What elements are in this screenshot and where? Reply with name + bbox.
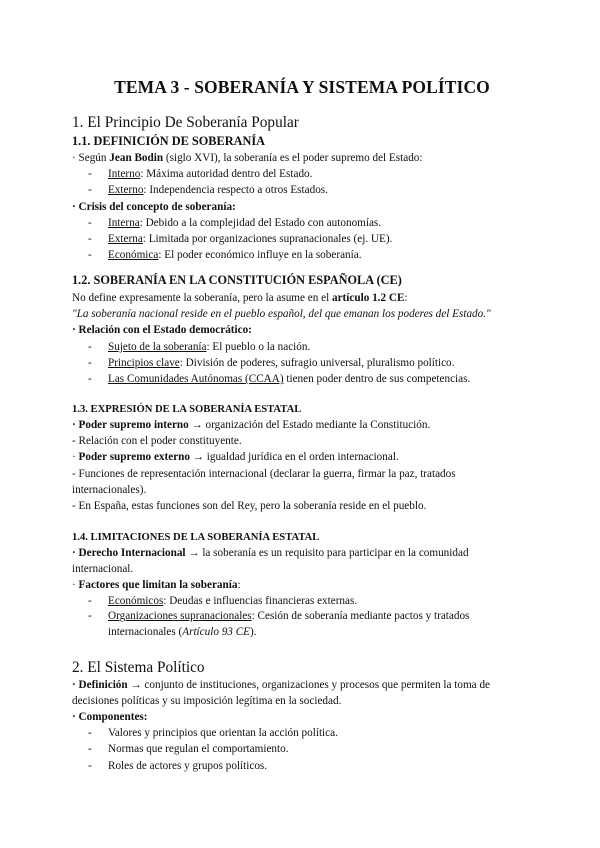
list-item	[72, 247, 532, 263]
item-end: ).	[250, 626, 257, 638]
dash-marker: -	[88, 759, 92, 772]
list-item	[72, 371, 532, 387]
dash-marker: -	[88, 168, 92, 181]
item-term: Externo	[108, 184, 144, 197]
item-term: Interno	[108, 168, 141, 181]
section-1-3-heading: 1.3. EXPRESIÓN DE LA SOBERANÍA ESTATAL	[72, 404, 302, 415]
external-power-term: Poder supremo externo	[78, 451, 190, 464]
list-item	[72, 609, 532, 640]
ce-line	[72, 290, 532, 306]
item-text: Valores y principios que orientan la acción política.	[108, 727, 338, 740]
list-item	[72, 593, 532, 609]
section-1-1-body	[72, 150, 532, 263]
spain-line: - En España, estas funciones son del Rey, pero la soberanía reside en el pueblo.	[72, 499, 427, 512]
bodin-line	[72, 150, 532, 166]
list-item	[72, 758, 532, 774]
document-title: TEMA 3 - SOBERANÍA Y SISTEMA POLÍTICO	[114, 77, 490, 97]
item-text: : El pueblo o la nación.	[206, 340, 311, 353]
item-term: Externa	[108, 233, 143, 246]
dash-marker: -	[88, 216, 92, 229]
article-reference: Artículo 93 CE	[182, 626, 250, 638]
item-text: : El poder económico influye en la soberanía.	[158, 249, 362, 262]
internal-power-text: → organización del Estado mediante la Constitución.	[188, 419, 431, 431]
section-1-4-body	[72, 545, 532, 641]
section-1-2-heading: 1.2. SOBERANÍA EN LA CONSTITUCIÓN ESPAÑOLA (CE)	[72, 273, 402, 287]
bullet-text: ·	[72, 579, 79, 591]
dash-marker: -	[88, 373, 92, 386]
list-item	[72, 182, 532, 198]
dash-marker: -	[88, 595, 92, 608]
section-1-1-heading: 1.1. DEFINICIÓN DE SOBERANÍA	[72, 134, 266, 148]
author-name: Jean Bodin	[109, 152, 164, 164]
crisis-label: · Crisis del concepto de soberanía:	[72, 200, 236, 213]
bodin-text: (siglo XVI), la soberanía es el poder supremo del Estado:	[163, 152, 423, 164]
list-item	[72, 231, 532, 247]
intl-law-line	[72, 545, 532, 577]
list-item	[72, 215, 532, 231]
list-item	[72, 741, 532, 757]
item-text: : Deudas e influencias financieras externas.	[163, 595, 358, 608]
list-item	[72, 725, 532, 741]
item-term: Las Comunidades Autónomas (CCAA)	[108, 373, 284, 386]
item-term: Sujeto de la soberanía	[108, 340, 207, 353]
definition-term: · Definición	[72, 679, 128, 691]
dash-marker: -	[88, 233, 92, 246]
section-2-body	[72, 677, 532, 774]
section-1-4-heading: 1.4. LIMITACIONES DE LA SOBERANÍA ESTATAL	[72, 532, 320, 543]
components-label: · Componentes:	[72, 711, 148, 723]
dash-marker: -	[88, 610, 92, 623]
intl-law-term: · Derecho Internacional	[72, 547, 186, 559]
ce-text: No define expresamente la soberanía, pero la asume en el	[72, 292, 332, 304]
dash-marker: -	[88, 184, 92, 197]
dash-marker: -	[88, 249, 92, 262]
item-text: : Independencia respecto a otros Estados.	[143, 184, 328, 197]
item-text: : Cesión de soberanía mediante pactos y tratados internacionales (	[108, 610, 470, 638]
definition-line	[72, 677, 532, 709]
item-term: Económica	[108, 249, 159, 262]
item-term: Interna	[108, 216, 140, 229]
ce-colon: :	[404, 292, 408, 304]
factors-term: Factores que limitan la soberanía	[78, 579, 238, 591]
relation-label: · Relación con el Estado democrático:	[72, 324, 252, 337]
item-text: : Limitada por organizaciones supranacionales (ej. UE).	[142, 233, 393, 246]
internal-power-term: · Poder supremo interno	[72, 419, 189, 431]
factors-line	[72, 577, 532, 593]
item-term: Económicos	[108, 595, 164, 608]
list-item	[72, 355, 532, 371]
section-1-heading: 1. El Principio De Soberanía Popular	[72, 114, 299, 131]
representation-line: - Funciones de representación internacional (declarar la guerra, firmar la paz, tratados internacionales).	[72, 467, 456, 496]
intl-law-text: → la soberanía es un requisito para participar en la comunidad internacional.	[72, 547, 469, 575]
ce-quote: "La soberanía nacional reside en el pueblo español, del que emanan los poderes del Estado."	[72, 308, 491, 321]
item-term: Principios clave	[108, 356, 180, 369]
item-text: : División de poderes, sufragio universal, pluralismo político.	[179, 356, 455, 369]
constituent-line: - Relación con el poder constituyente.	[72, 435, 242, 448]
dash-marker: -	[88, 340, 92, 353]
dash-marker: -	[88, 727, 92, 740]
external-power-text: → igualdad jurídica en el orden internacional.	[189, 451, 399, 464]
list-item	[72, 166, 532, 182]
bullet-text: · Según	[72, 152, 110, 164]
internal-power-line	[72, 417, 532, 433]
definition-text: → conjunto de instituciones, organizaciones y procesos que permiten la toma de decisiones políticas y su imposición legítima en la sociedad.	[72, 679, 490, 707]
item-text: Normas que regulan el comportamiento.	[108, 743, 289, 756]
item-text: : Máxima autoridad dentro del Estado.	[140, 168, 313, 181]
item-text: Roles de actores y grupos políticos.	[108, 759, 268, 772]
item-term: Organizaciones supranacionales	[108, 610, 252, 623]
section-1-3-body	[72, 417, 532, 514]
external-power-line	[72, 449, 532, 465]
section-2-heading: 2. El Sistema Político	[72, 659, 205, 676]
bullet-text: ·	[72, 451, 79, 464]
dash-marker: -	[88, 356, 92, 369]
item-text: tienen poder dentro de sus competencias.	[283, 373, 471, 386]
section-1-2-body	[72, 290, 532, 387]
dash-marker: -	[88, 743, 92, 756]
item-text: : Debido a la complejidad del Estado con autonomías.	[139, 216, 382, 229]
ce-article: artículo 1.2 CE	[332, 292, 405, 304]
factors-colon: :	[237, 579, 241, 591]
list-item	[72, 339, 532, 355]
